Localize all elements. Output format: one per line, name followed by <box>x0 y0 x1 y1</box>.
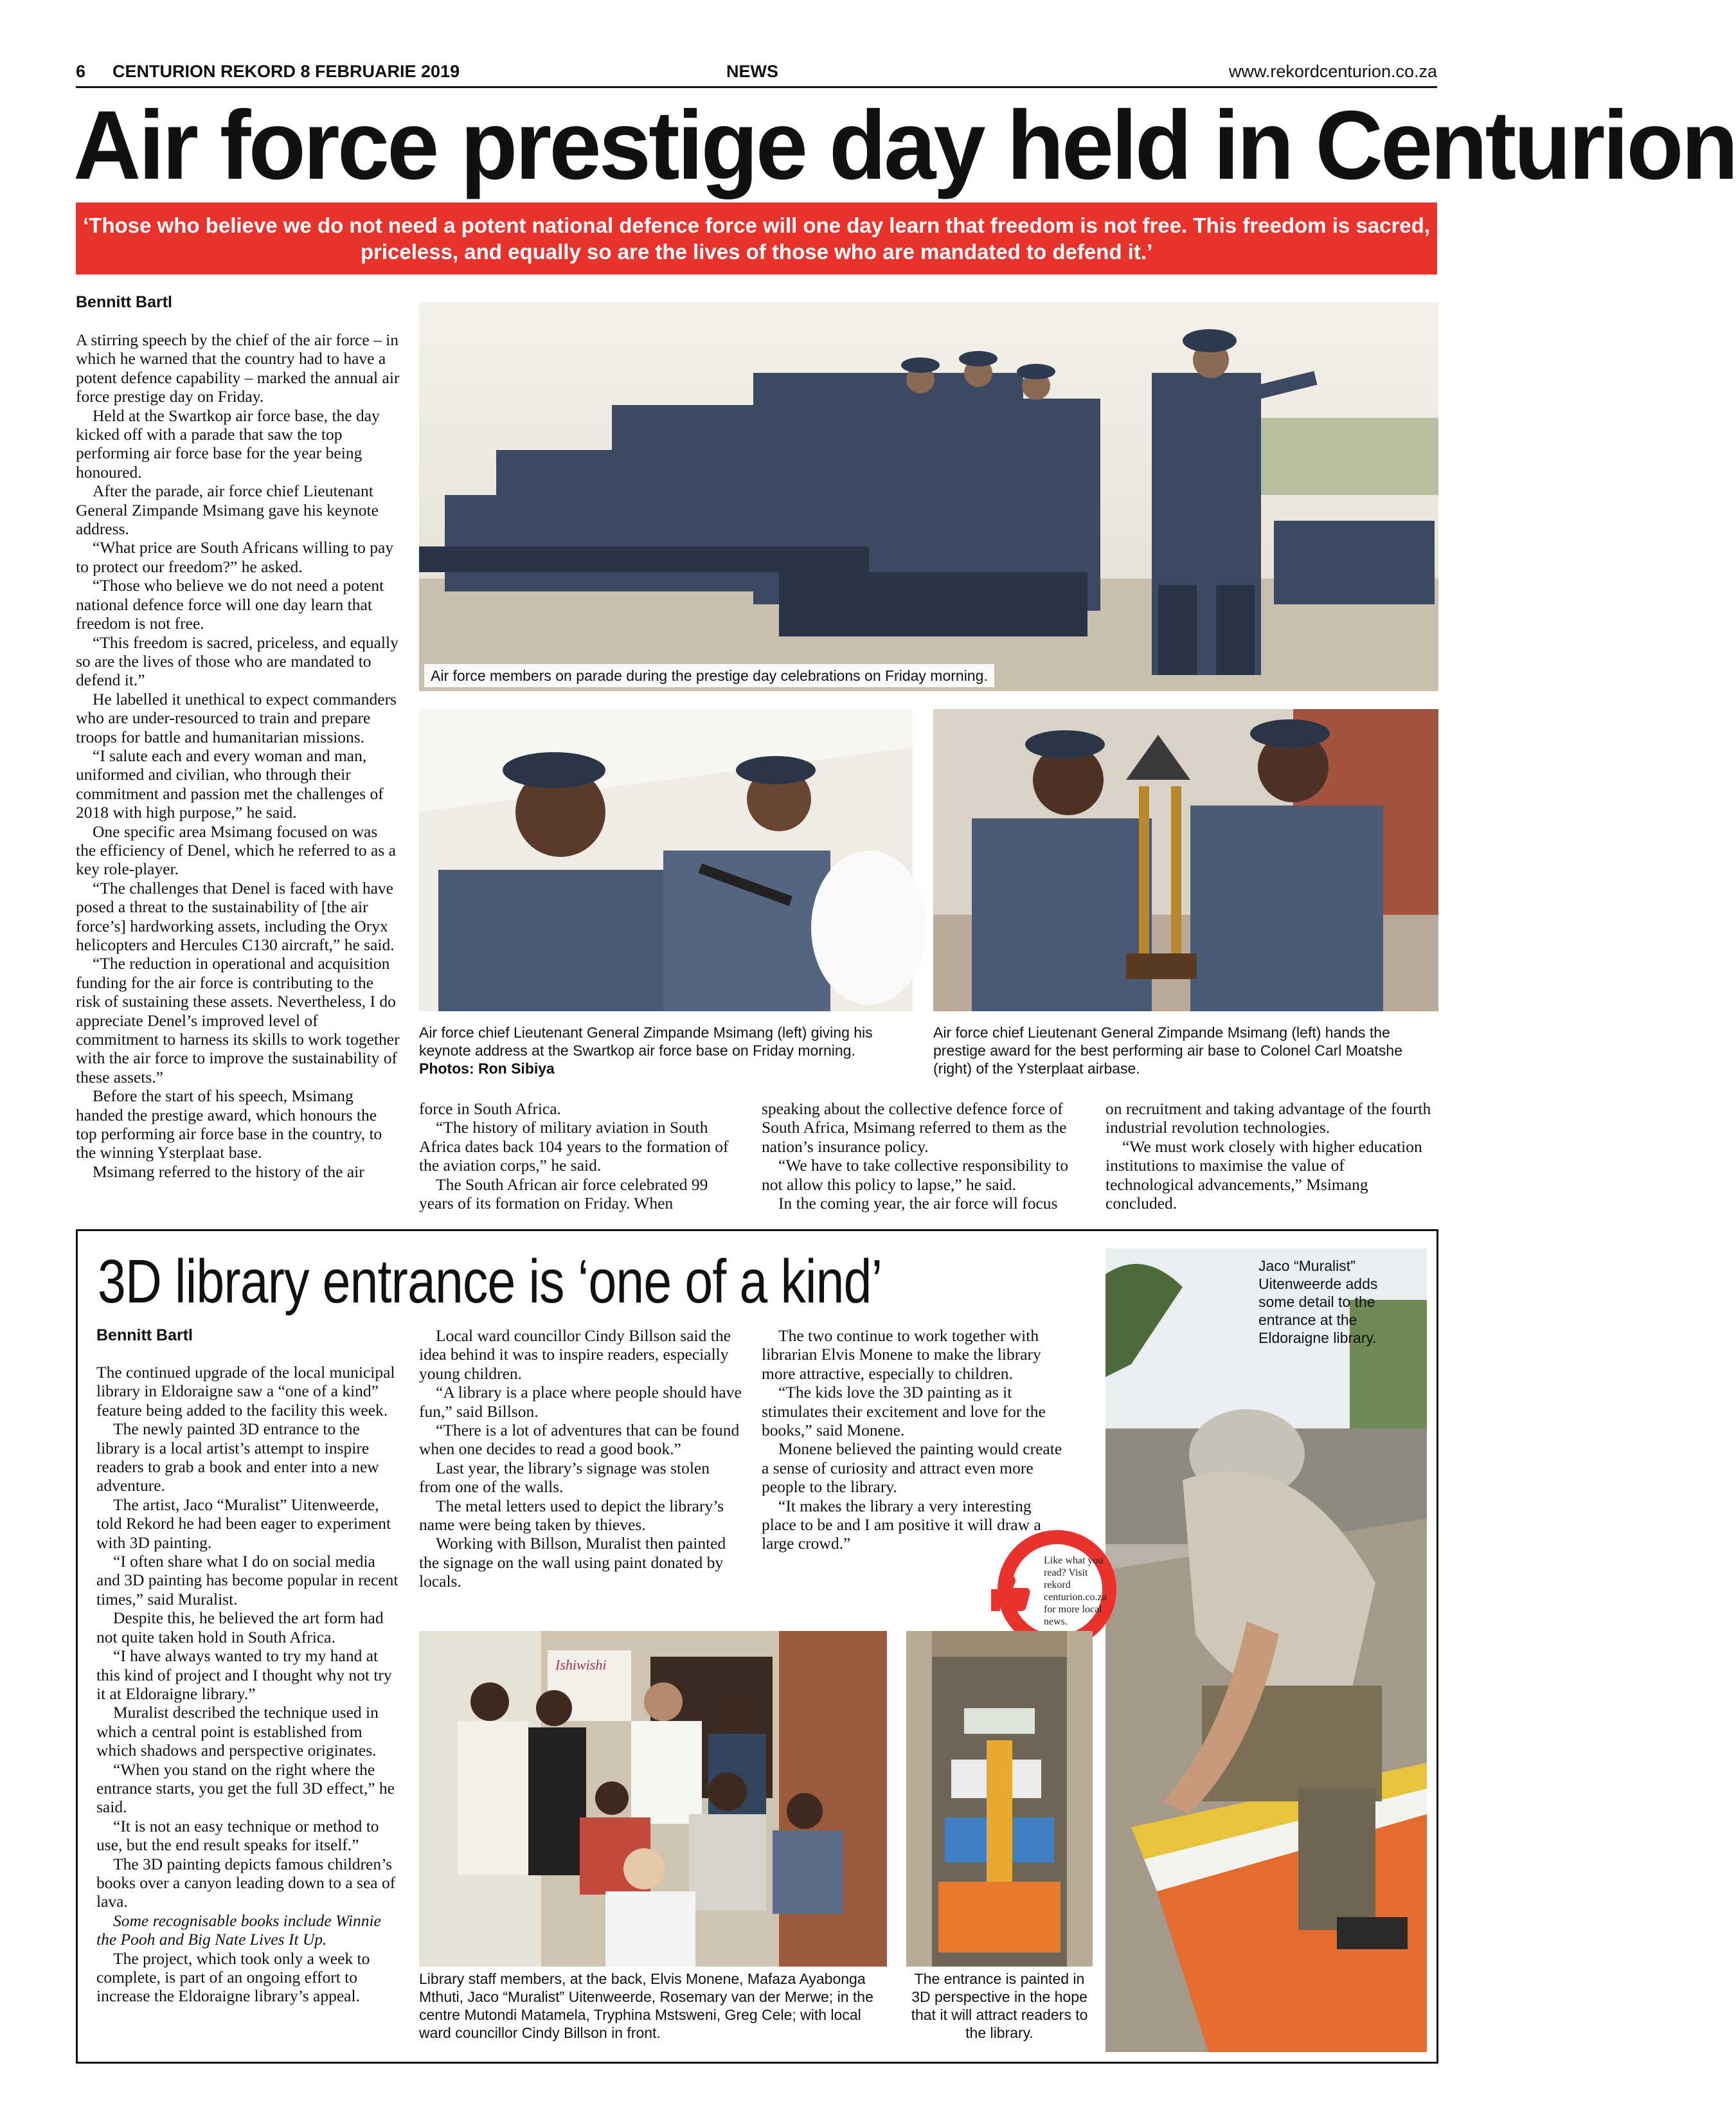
paragraph: Some recognisable books include Winnie the Pooh and Big Nate Lives It Up. <box>96 1911 381 1949</box>
paragraph: The newly painted 3D entrance to the library is a local artist’s attempt to inspire readers to grab a book and enter into a new adventure. <box>96 1419 379 1495</box>
paragraph: In the coming year, the air force will focus <box>778 1194 1058 1213</box>
paragraph: “It is not an easy technique or method to use, but the end result speaks for itself.” <box>96 1816 379 1855</box>
parade-photo-caption: Air force members on parade during the prestige day celebrations on Friday morning. <box>424 664 994 687</box>
like-promo-text: Like what you read? Visit rekord centurion.co.za for more local news. <box>1044 1555 1107 1627</box>
paragraph: One specific area Msimang focused on was the efficiency of Denel, which he referred to as a key role-player. <box>76 822 396 879</box>
article-headline: Air force prestige day held in Centurion <box>73 91 1736 200</box>
paragraph: The artist, Jaco “Muralist” Uitenweerde, told Rekord he had been eager to experiment with 3D painting. <box>96 1495 391 1552</box>
article-byline: Bennitt Bartl <box>76 293 172 311</box>
library-column-2 <box>419 1326 744 1591</box>
publication-dateline: CENTURION REKORD 8 FEBRUARIE 2019 <box>112 62 460 81</box>
paragraph: “We must work closely with higher education institutions to maximise the value of technological advancements,” Msimang concluded. <box>1105 1137 1422 1213</box>
paragraph: “The kids love the 3D painting as it stimulates their excitement and love for the books,” said Monene. <box>762 1383 1046 1440</box>
paragraph: The metal letters used to depict the library’s name were being taken by thieves. <box>419 1496 724 1535</box>
paragraph: “A library is a place where people should have fun,” said Billson. <box>419 1383 742 1421</box>
paragraph: The project, which took only a week to complete, is part of an ongoing effort to increase the Eldoraigne library’s appeal. <box>96 1949 370 2006</box>
paragraph: “This freedom is sacred, priceless, and equally so are the lives of those who are mandated to defend it.” <box>76 633 398 690</box>
paragraph: The 3D painting depicts famous children’s books over a canyon leading down to a sea of lava. <box>96 1854 396 1911</box>
paragraph: “I often share what I do on social media and 3D painting has become popular in recent times,” said Muralist. <box>96 1552 398 1608</box>
paragraph: “Those who believe we do not need a potent national defence force will one day learn that freedom is not free. <box>76 576 384 633</box>
speech-photo <box>419 709 913 1011</box>
section-label: NEWS <box>726 62 778 81</box>
paragraph: Local ward councillor Cindy Billson said the idea behind it was to inspire readers, especially young children. <box>419 1326 731 1383</box>
paragraph: on recruitment and taking advantage of the fourth industrial revolution technologies. <box>1105 1099 1431 1137</box>
paragraph: “What price are South Africans willing to pay to protect our freedom?” he asked. <box>76 538 394 576</box>
paragraph: The continued upgrade of the local municipal library in Eldoraigne saw a “one of a kind” feature being added to the facility this week. <box>96 1363 395 1419</box>
paragraph: “We have to take collective responsibility to not allow this policy to lapse,” he said. <box>762 1156 1069 1194</box>
paragraph: A stirring speech by the chief of the air force – in which he warned that the country had to have a potent defence capability – marked the annual air force prestige day on Friday. <box>76 330 400 406</box>
paragraph: Msimang referred to the history of the air <box>93 1162 364 1181</box>
page-number: 6 <box>76 62 86 81</box>
paragraph: “I have always wanted to try my hand at this kind of project and I thought why not try it at Eldoraigne library.” <box>96 1646 392 1703</box>
entrance-photo-caption: The entrance is painted in 3D perspective in the hope that it will attract readers to the library. <box>911 1970 1088 2041</box>
paragraph: “I salute each and every woman and man, uniformed and civilian, who through their commitment and passion met the challenges of 2018 with high purpose,” he said. <box>76 746 384 822</box>
paragraph: “The history of military aviation in South Africa dates back 104 years to the formation of the aviation corps,” he said. <box>419 1118 729 1175</box>
speech-caption-text: Air force chief Lieutenant General Zimpande Msimang (left) giving his keynote address at the Swartkop air force base on Friday morning. <box>419 1024 873 1059</box>
paragraph: The South African air force celebrated 99 years of its formation on Friday. When <box>419 1175 708 1213</box>
paragraph: Despite this, he believed the art form had not quite taken hold in South Africa. <box>96 1608 384 1646</box>
paragraph: Held at the Swartkop air force base, the day kicked off with a parade that saw the top performing air force base for the year being honoured. <box>76 406 380 482</box>
paragraph: “The reduction in operational and acquisition funding for the air force is contributing to the risk of sustaining these assets. Nevertheless, I do appreciate Denel’s improved level of commitment to harness its skills to work together with the air force to improve the sustainability of these assets.” <box>76 954 400 1086</box>
article-column-1 <box>76 330 400 1181</box>
library-byline: Bennitt Bartl <box>96 1326 193 1344</box>
folio-rule <box>76 86 1437 88</box>
paragraph: The two continue to work together with librarian Elvis Monene to make the library more attractive, especially to children. <box>762 1326 1041 1383</box>
speech-photo-caption <box>419 1023 908 1077</box>
paragraph: “There is a lot of adventures that can be found when one decides to read a good book.” <box>419 1421 740 1459</box>
article-column-4 <box>1105 1099 1436 1212</box>
library-column-1 <box>96 1363 402 2006</box>
staff-group-photo <box>419 1631 887 1967</box>
library-column-3 <box>762 1326 1064 1553</box>
thumbs-up-icon <box>991 1574 1031 1612</box>
award-photo-caption: Air force chief Lieutenant General Zimpande Msimang (left) hands the prestige award for the best performing air base to Colonel Carl Moatshe (right) of the Ysterplaat airbase. <box>933 1024 1402 1077</box>
paragraph: force in South Africa. <box>419 1099 561 1118</box>
paragraph: “When you stand on the right where the entrance starts, you get the full 3D effect,” he said. <box>96 1760 395 1817</box>
muralist-photo <box>1105 1248 1427 2052</box>
article-column-2 <box>419 1099 744 1212</box>
paragraph: “The challenges that Denel is faced with have posed a threat to the sustainability of [the air force’s] hardworking assets, including the Oryx helicopters and Hercules C130 aircraft,” he said. <box>76 878 395 954</box>
paragraph: After the parade, air force chief Lieutenant General Zimpande Msimang gave his keynote address. <box>76 482 379 539</box>
photo-credit: Photos: Ron Sibiya <box>419 1060 555 1077</box>
entrance-photo <box>906 1631 1093 1967</box>
paragraph: speaking about the collective defence force of South Africa, Msimang referred to them as the nation’s insurance policy. <box>762 1099 1067 1156</box>
paragraph: Last year, the library’s signage was stolen from one of the walls. <box>419 1458 710 1497</box>
paragraph: Muralist described the technique used in which a central point is established from which shadows and perspective originates. <box>96 1703 379 1760</box>
muralist-photo-caption: Jaco “Muralist” Uitenweerde adds some detail to the entrance at the Eldoraigne library. <box>1258 1257 1378 1346</box>
paragraph: Working with Billson, Muralist then painted the signage on the wall using paint donated by locals. <box>419 1534 726 1591</box>
staff-photo-caption: Library staff members, at the back, Elvis Monene, Mafaza Ayabonga Mthuti, Jaco “Muralist” Uitenweerde, Rosemary van der Merwe; in the centre Mutondi Matamela, Tryphina Mstsweni, Greg Cele; with local ward councillor Cindy Billson in front. <box>419 1970 873 2041</box>
pull-quote-banner: ‘Those who believe we do not need a potent national defence force will one day learn that freedom is not free. This freedom is sacred, priceless, and equally so are the lives of those who are mandated to defend it.’ <box>76 203 1437 275</box>
paragraph: Before the start of his speech, Msimang handed the prestige award, which honours the top performing air force base in the country, to the winning Ysterplaat base. <box>76 1086 382 1162</box>
library-headline: 3D library entrance is ‘one of a kind’ <box>98 1247 882 1316</box>
award-photo <box>933 709 1438 1011</box>
library-sign: Ishiwishi <box>555 1657 607 1673</box>
article-column-3 <box>762 1099 1086 1212</box>
paragraph: He labelled it unethical to expect commanders who are under-resourced to train and prepare troops for battle and humanitarian missions. <box>76 689 397 746</box>
parade-photo <box>419 302 1438 691</box>
paragraph: “It makes the library a very interesting place to be and I am positive it will draw a large crowd.” <box>762 1496 1041 1553</box>
website-url[interactable]: www.rekordcenturion.co.za <box>1228 62 1437 81</box>
paragraph: Monene believed the painting would create a sense of curiosity and attract even more people to the library. <box>762 1439 1062 1497</box>
